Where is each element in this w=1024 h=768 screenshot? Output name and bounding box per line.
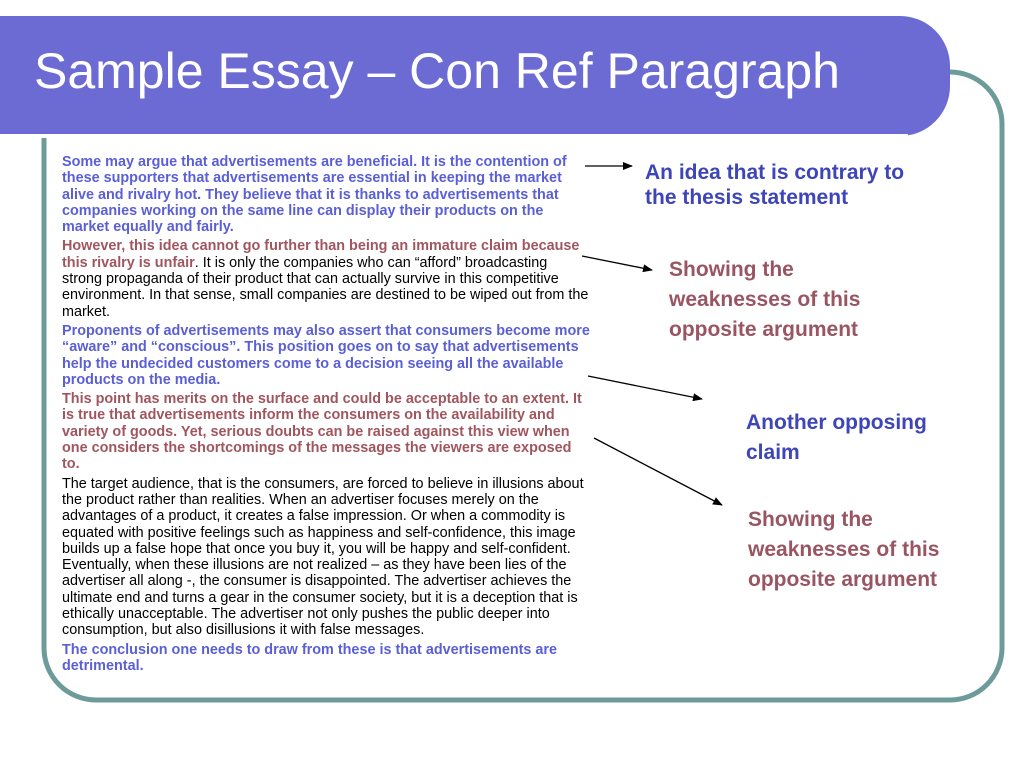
para-refutation-2: This point has merits on the surface and could be acceptable to an extent. It is true that advertisements inform the consumers on the availability and variety of goods. Yet, serious doubts can be raised against this view when one considers the shortcomings of the messages the viewers are exposed to. [62, 391, 582, 473]
essay-body [62, 154, 590, 677]
annotation-opposing-claim: Another opposing claim [746, 411, 927, 464]
para-opposing-claim-2: Proponents of advertisements may also assert that consumers become more “aware” and “conscious”. This position goes on to say that advertisements help the undecided customers come to a decision seeing all the available products on the media. [62, 322, 590, 388]
annotation-opposing-idea: An idea that is contrary to the thesis statement [645, 161, 905, 209]
para-opposing-claim-1: Some may argue that advertisements are beneficial. It is the contention of these supporters that advertisements are essential in keeping the market alive and rivalry hot. They believe that it is thanks to advertisements that companies working on the same line can display their products on the market equally and fairly. [62, 154, 567, 236]
refutation-1-highlight: However, this idea cannot go further than being an immature claim because this rivalry is unfair [62, 238, 580, 271]
refutation-1-support: . It is only the companies who can “afford” broadcasting strong propaganda of their product that can actually survive in this competitive environment. In that sense, small companies are destined to be wiped out from the market. [62, 254, 589, 320]
para-support-details: The target audience, that is the consumers, are forced to believe in illusions about the product rather than realities. When an advertiser focuses merely on the advantages of a product, it creates a false impression. Or when a commodity is equated with positive feelings such as happiness and self-confidence, this image builds up a false hope that once you buy it, you will be happy and self-confident. Eventually, when these illusions are not realized – as they have been lies of the advertiser all along -, the consumer is disappointed. The advertiser achieves the ultimate end and turns a gear in the consumer society, but it is a deception that is ethically unacceptable. The advertiser not only pushes the public deeper into consumption, but also disillusions it with false messages. [62, 475, 584, 639]
para-refutation-1 [62, 238, 590, 319]
annotation-weakness-2: Showing the weaknesses of this opposite argument [748, 508, 940, 591]
para-conclusion: The conclusion one needs to draw from these is that advertisements are detrimental. [62, 641, 558, 674]
annotation-weakness-1: Showing the weaknesses of this opposite argument [669, 258, 861, 341]
slide-title: Sample Essay – Con Ref Paragraph [34, 43, 840, 99]
